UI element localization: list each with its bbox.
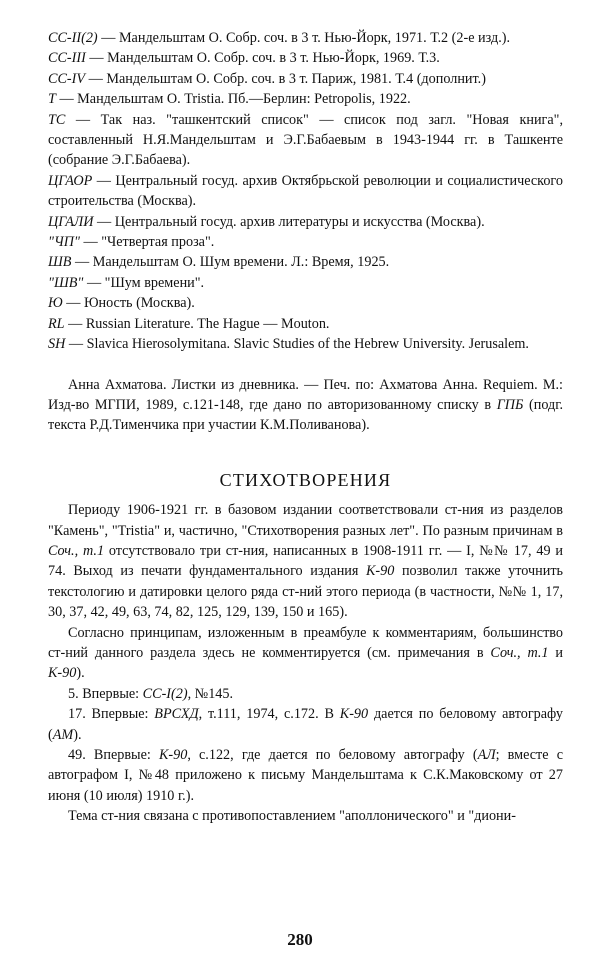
- abbreviation-entry: ЦГАОР — Центральный госуд. архив Октябрьской революции и социалистического строительства (Москва).: [48, 172, 563, 210]
- abbreviation-entry: T — Мандельштам О. Tristia. Пб.—Берлин: Petropolis, 1922.: [48, 91, 411, 108]
- note-5: 5. Впервые: CC-I(2), №145.: [68, 685, 234, 702]
- abbreviation-entry: "ШВ" — "Шум времени".: [48, 274, 205, 291]
- paragraph-intro: Периоду 1906-1921 гг. в базовом издании соответствовали ст-ния из разделов "Камень", "Tristia" и, частично, "Стихотворения разных лет". По разным причинам в Соч., т.1 отсутствовало три ст-ния, написанных в 1908-1911 гг. — I, №№ 17, 49 и 74. Выход из печати фундаментального издания К-90 позволил также уточнить текстологию и датировки целого ряда ст-ний этого периода (в частности, №№ 1, 17, 30, 37, 42, 49, 63, 74, 82, 125, 129, 139, 150 и 165).: [48, 502, 563, 621]
- abbreviation-entry: CC-III — Мандельштам О. Собр. соч. в 3 т. Нью-Йорк, 1969. Т.3.: [48, 50, 440, 67]
- note-17: 17. Впервые: ВРСХД, т.111, 1974, с.172. В К-90 дается по беловому автографу (АМ).: [48, 706, 563, 743]
- document-page: [48, 28, 563, 827]
- paragraph-theme: Тема ст-ния связана с противопоставлением "аполлонического" и "диони-: [68, 808, 516, 825]
- section-heading: СТИХОТВОРЕНИЯ: [219, 469, 392, 490]
- paragraph-principles: Согласно принципам, изложенным в преамбуле к комментариям, большинство ст-ний данного раздела здесь не комментируется (см. примечания в Соч., т.1 и К-90).: [48, 624, 563, 682]
- abbreviation-entry: ЦГАЛИ — Центральный госуд. архив литературы и искусства (Москва).: [48, 213, 485, 230]
- abbreviation-entry: RL — Russian Literature. The Hague — Mouton.: [48, 315, 330, 332]
- source-note: Анна Ахматова. Листки из дневника. — Печ. по: Ахматова Анна. Requiem. М.: Изд-во МГПИ, 1989, с.121-148, где дано по авторизованному списку в ГПБ (подг. текста Р.Д.Тименчика при участии К.М.Поливанова).: [48, 376, 563, 434]
- abbreviation-entry: ШВ — Мандельштам О. Шум времени. Л.: Время, 1925.: [48, 254, 390, 271]
- note-49: 49. Впервые: К-90, с.122, где дается по беловому автографу (АЛ; вместе с автографом I, №48 приложено к письму Мандельштама к С.К.Маковскому от 27 июня (10 июля) 1910 г.).: [48, 747, 563, 804]
- abbreviation-entry: TC — Так наз. "ташкентский список" — список под загл. "Новая книга", составленный Н.Я.Мандельштам и Э.Г.Бабаевым в 1943-1944 гг. в Ташкенте (собрание Э.Г.Бабаева).: [48, 111, 563, 169]
- abbreviation-entry: "ЧП" — "Четвертая проза".: [48, 234, 215, 251]
- abbreviation-entry: SH — Slavica Hierosolymitana. Slavic Studies of the Hebrew University. Jerusalem.: [48, 336, 529, 353]
- abbreviation-entry: CC-IV — Мандельштам О. Собр. соч. в 3 т. Париж, 1981. Т.4 (дополнит.): [48, 70, 486, 87]
- page-number: 280: [287, 930, 313, 949]
- abbreviation-entry: Ю — Юность (Москва).: [48, 295, 195, 312]
- abbreviation-entry: CC-II(2) — Мандельштам О. Собр. соч. в 3 т. Нью-Йорк, 1971. Т.2 (2-е изд.).: [48, 30, 511, 46]
- abbreviations-list: [48, 28, 563, 355]
